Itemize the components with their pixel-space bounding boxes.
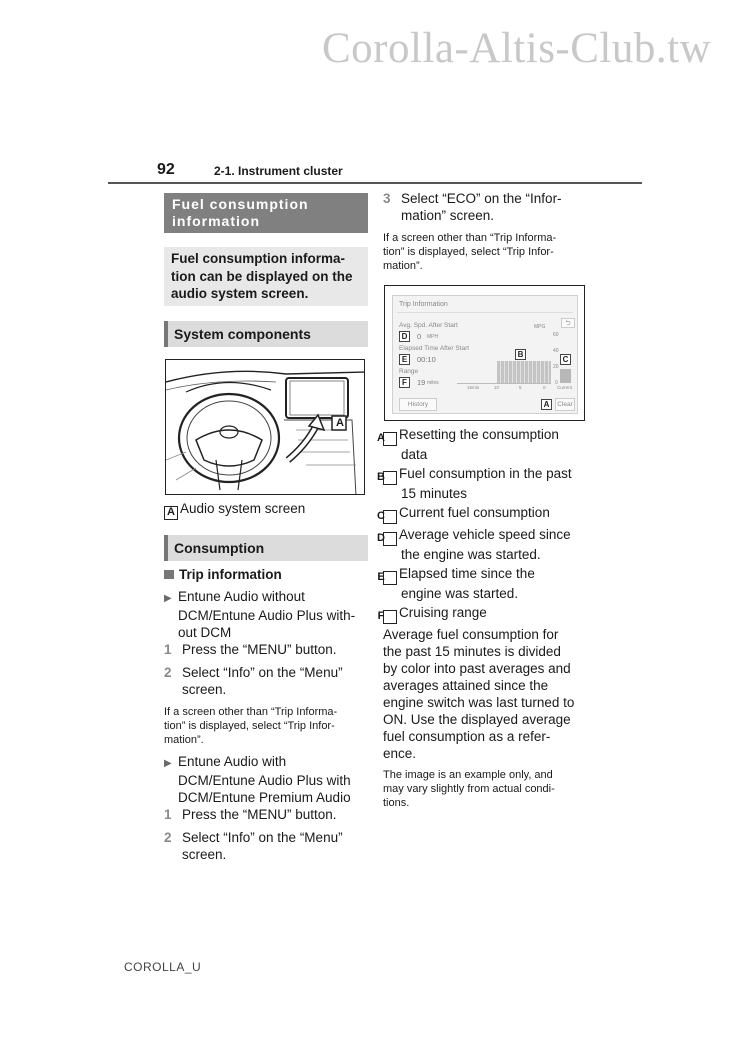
trip-info-screen (392, 295, 578, 414)
legend-e-line-1: Elapsed time since the (399, 566, 535, 581)
label-b: B (515, 349, 526, 360)
watermark: Corolla-Altis-Club.tw (322, 25, 712, 72)
legend-b-line-1: Fuel consumption in the past (399, 466, 572, 481)
range-value: 19 (417, 378, 426, 387)
para-line-2: the past 15 minutes is divided (383, 644, 561, 659)
caption-text: Audio system screen (180, 501, 306, 516)
screen-divider (397, 312, 573, 313)
legend-key-e: E (383, 571, 397, 585)
figure-label-a: A (336, 417, 344, 429)
step-3 (164, 806, 368, 823)
step-2 (164, 664, 368, 698)
explanation-paragraph (383, 626, 593, 762)
avg-label: Avg. Spd. After Start (399, 322, 458, 329)
step-3-number: 1 (164, 807, 172, 822)
step-2-line-2: screen. (182, 682, 227, 697)
para-line-3: by color into past averages and (383, 661, 571, 676)
step-eco-line-2: mation” screen. (401, 208, 495, 223)
range-label: Range (399, 368, 419, 375)
label-c: C (560, 354, 571, 365)
note-right-line-1: If a screen other than “Trip Informa- (383, 232, 557, 244)
history-button[interactable]: History (399, 398, 437, 411)
legend-d-line-1: Average vehicle speed since (399, 527, 571, 542)
step-4-number: 2 (164, 830, 172, 845)
intro-box (164, 247, 368, 306)
legend-item-f (377, 604, 587, 624)
note-1 (164, 705, 368, 747)
y-tick-60: 60 (553, 332, 559, 338)
section-title-line-2: information (172, 213, 260, 229)
elapsed-label: Elapsed Time After Start (399, 345, 470, 352)
section-title (164, 193, 368, 233)
dashboard-figure (165, 359, 365, 495)
chapter-title: 2-1. Instrument cluster (214, 164, 343, 178)
step-2-number: 2 (164, 665, 172, 680)
section-title-line-1: Fuel consumption (172, 196, 309, 212)
clear-button[interactable]: Clear (555, 398, 575, 411)
y-tick-20: 20 (553, 364, 559, 370)
elapsed-value: 00:10 (417, 355, 436, 364)
para-line-5: engine switch was last turned to (383, 695, 575, 710)
step-2-line-1: Select “Info” on the “Menu” (182, 665, 343, 680)
avg-value: 0 (417, 332, 422, 341)
triangle-bullet-icon: ▶ (164, 593, 172, 604)
legend-item-c (377, 504, 587, 524)
legend-key-b: B (383, 471, 397, 485)
step-4 (164, 829, 368, 863)
para-line-8: ence. (383, 746, 417, 761)
step-eco-line-1: Select “ECO” on the “Infor- (401, 191, 562, 206)
avg-unit: MPH (427, 334, 439, 340)
legend-f-line-1: Cruising range (399, 605, 487, 620)
note-1-line-3: mation”. (164, 734, 204, 746)
x-tick-0: 0 (543, 385, 546, 390)
step-1-number: 1 (164, 642, 172, 657)
bullet-2-line-1: Entune Audio with (178, 754, 287, 769)
legend-item-a (377, 426, 587, 463)
note-right (383, 231, 587, 273)
x-tick-15min: 15min (467, 385, 480, 390)
current-consumption-bar (560, 369, 571, 383)
note-2-line-1: The image is an example only, and (383, 769, 553, 781)
current-label: Current (557, 385, 573, 390)
note-2-line-3: tions. (383, 797, 410, 809)
chart-unit: MPG (534, 324, 546, 330)
screen-title: Trip Information (399, 301, 448, 308)
bullet-1-line-2: DCM/Entune Audio Plus with- (178, 608, 356, 623)
bullet-1 (164, 588, 368, 641)
bullet-2 (164, 753, 368, 806)
legend-d-line-2: the engine was started. (401, 547, 541, 562)
legend-key-d: D (383, 532, 397, 546)
legend-c-line-1: Current fuel consumption (399, 505, 550, 520)
legend-e-line-2: engine was started. (401, 586, 519, 601)
legend-item-d (377, 526, 587, 563)
trip-heading (164, 566, 282, 583)
subheading-system-components: System components (164, 321, 368, 347)
figure-caption (164, 500, 368, 520)
legend-key-f: F (383, 610, 397, 624)
header-rule (108, 182, 642, 184)
para-line-7: fuel consumption as a refer- (383, 729, 551, 744)
x-tick-10: 10 (494, 385, 500, 390)
step-4-line-2: screen. (182, 847, 227, 862)
step-eco (383, 190, 587, 224)
label-d: D (399, 331, 410, 342)
back-button[interactable]: ⮌ (561, 318, 575, 328)
bullet-2-line-3: DCM/Entune Premium Audio (178, 790, 351, 805)
intro-line-2: tion can be displayed on the (171, 268, 353, 284)
label-a: A (541, 399, 552, 410)
para-line-4: averages attained since the (383, 678, 549, 693)
label-f: F (399, 377, 410, 388)
trip-info-figure (384, 285, 585, 421)
bullet-1-line-3: out DCM (178, 625, 232, 640)
note-2-line-2: may vary slightly from actual condi- (383, 783, 555, 795)
footer-model: COROLLA_U (124, 960, 202, 974)
intro-line-1: Fuel consumption informa- (171, 251, 345, 266)
legend-item-b (377, 465, 587, 502)
chart-baseline (457, 383, 551, 384)
caption-label-a: A (164, 506, 178, 520)
page-number: 92 (157, 161, 175, 178)
square-bullet-icon (164, 570, 174, 579)
y-tick-40: 40 (553, 348, 559, 354)
note-right-line-2: tion” is displayed, select “Trip Infor- (383, 246, 554, 258)
past-consumption-bars (497, 361, 551, 383)
note-1-line-2: tion” is displayed, select “Trip Infor- (164, 720, 335, 732)
legend-item-e (377, 565, 587, 602)
legend-b-line-2: 15 minutes (401, 486, 468, 501)
triangle-bullet-icon: ▶ (164, 758, 172, 769)
subheading-consumption: Consumption (164, 535, 368, 561)
bullet-2-line-2: DCM/Entune Audio Plus with (178, 773, 351, 788)
x-tick-5: 5 (519, 385, 522, 390)
note-image-example (383, 768, 593, 810)
trip-heading-text: Trip information (179, 567, 282, 582)
step-1 (164, 641, 368, 658)
step-1-text: Press the “MENU” button. (182, 642, 337, 657)
intro-line-3: audio system screen. (171, 286, 309, 301)
legend-a-line-2: data (401, 447, 428, 462)
legend-key-c: C (383, 510, 397, 524)
step-eco-number: 3 (383, 191, 391, 206)
step-3-text: Press the “MENU” button. (182, 807, 337, 822)
para-line-6: ON. Use the displayed average (383, 712, 571, 727)
legend-a-line-1: Resetting the consumption (399, 427, 559, 442)
label-e: E (399, 354, 410, 365)
step-4-line-1: Select “Info” on the “Menu” (182, 830, 343, 845)
y-tick-0: 0 (555, 380, 558, 386)
bullet-1-line-1: Entune Audio without (178, 589, 305, 604)
range-unit: miles (427, 380, 439, 386)
note-1-line-1: If a screen other than “Trip Informa- (164, 706, 338, 718)
legend-key-a: A (383, 432, 397, 446)
para-line-1: Average fuel consumption for (383, 627, 559, 642)
note-right-line-3: mation”. (383, 260, 423, 272)
